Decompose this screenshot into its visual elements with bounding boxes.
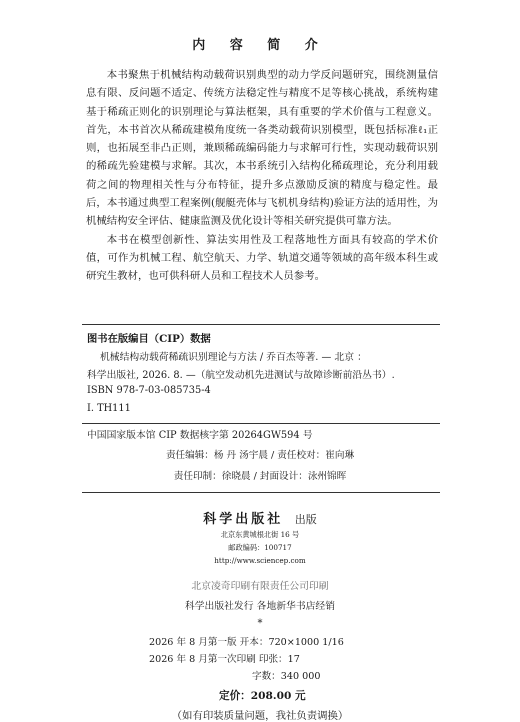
abstract-paragraph-1: 本书聚焦于机械结构动载荷识别典型的动力学反问题研究，围绕测量信息有限、反问题不适定、传统方法稳定性与精度不足等核心挑战，系统构建基于稀疏正则化的识别理论与算法框架，具有重要的学术价值与工程意义。首先，本书首次从稀疏建模角度统一各类动载荷识别模型，既包括标准ℓ₁正则，也拓展至非凸正则，兼顾稀疏编码能力与求解可行性，实现动载荷识别的稀疏先验建模与求解。其次，本书系统引入结构化稀疏理论，充分利用载荷之间的物理相关性与分布特征，提升多点激励反演的精度与稳定性。最后，本书通过典型工程案例(舰艇壳体与飞机机身结构)验证方法的适用性，为机械结构安全评估、健康监测及优化设计等相关研究提供可靠方法。 [86, 69, 438, 228]
edition-line-3: 字数：340 000 [252, 671, 321, 682]
editors-line-2: 责任印制：徐晓晨 / 封面设计：泳州锦晖 [173, 471, 347, 482]
divider-top [82, 324, 440, 325]
cip-line-2: 科学出版社, 2026. 8. —（航空发动机先进测试与故障诊断前沿丛书）. [87, 370, 395, 381]
edition-line-2: 2026 年 8 月第一次印刷 印张：17 [149, 654, 300, 665]
cip-classification: Ⅰ. TH111 [87, 403, 131, 414]
divider-bottom [82, 492, 440, 493]
editors-line-1: 责任编辑：杨 丹 汤宇晨 / 责任校对：崔向琳 [165, 450, 355, 461]
page-title: 内 容 简 介 [192, 38, 328, 53]
publisher-address: 北京东黄城根北街 16 号 [220, 530, 300, 539]
publisher-label: 出版 [294, 513, 317, 526]
price: 定价：208.00 元 [219, 690, 306, 702]
publisher-website: http://www.sciencep.com [214, 556, 306, 565]
quality-notice: （如有印装质量问题，我社负责调换） [171, 710, 349, 722]
printer: 北京凌奇印刷有限责任公司印刷 [191, 581, 329, 592]
cip-line-1: 机械结构动载荷稀疏识别理论与方法 / 乔百杰等著. — 北京 ： [100, 352, 367, 363]
publisher-postcode: 邮政编码：100717 [228, 543, 292, 552]
distribution: 科学出版社发行 各地新华书店经销 [184, 601, 336, 612]
abstract [86, 66, 438, 286]
cip-isbn: ISBN 978-7-03-085735-4 [87, 385, 211, 396]
cip-heading: 图书在版编目（CIP）数据 [87, 333, 211, 345]
separator-star: * [257, 618, 263, 629]
publisher-logo: 科学出版社 [203, 512, 284, 527]
edition-line-1: 2026 年 8 月第一版 开本：720×1000 1/16 [149, 637, 344, 648]
publisher-row [0, 508, 520, 527]
cip-record-number: 中国国家版本馆 CIP 数据核字第 20264GW594 号 [87, 430, 313, 441]
abstract-paragraph-2: 本书在模型创新性、算法实用性及工程落地性方面具有较高的学术价值，可作为机械工程、航空航天、力学、轨道交通等领域的高年级本科生或研究生教材，也可供科研人员和工程技术人员参考。 [86, 233, 438, 283]
divider-middle [82, 423, 440, 424]
